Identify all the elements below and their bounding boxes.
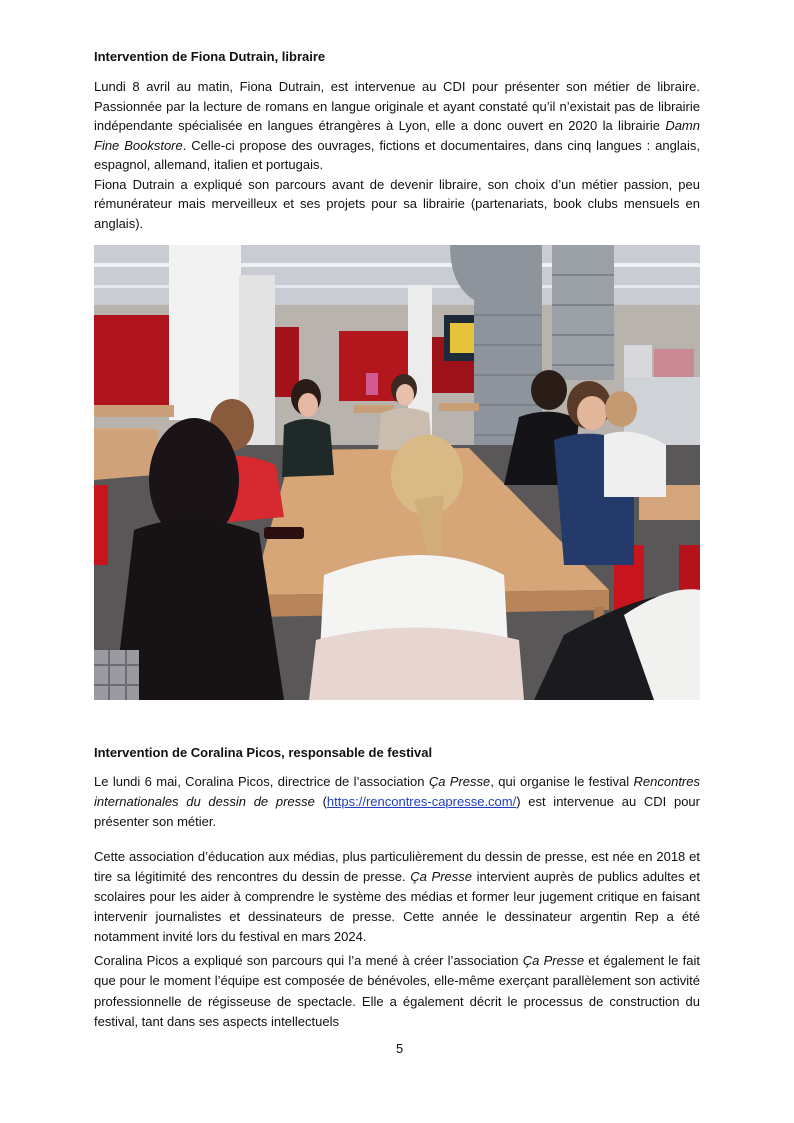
festival-name: Rencontres internationales du dessin de presse — [94, 774, 700, 809]
bookstore-name: Damn Fine Bookstore — [94, 118, 700, 153]
text-run: intervient auprès de publics adultes et scolaires pour les aider à comprendre le système des médias et former leur jugement critique en faisant intervenir journalistes et dessinateurs de presse. Cette année le dessinateur argentin Rep a été notamment invité lors du festival en mars 2024. — [94, 869, 700, 944]
association-name: Ça Presse — [410, 869, 473, 884]
text-run: , qui organise le festival — [490, 774, 634, 789]
festival-website-link[interactable]: https://rencontres-capresse.com/ — [326, 794, 517, 809]
paragraph-association — [94, 847, 700, 947]
association-name: Ça Presse — [522, 953, 585, 968]
text-run: Coralina Picos a expliqué son parcours qui l’a mené à créer l’association — [94, 953, 523, 968]
text-run: . Celle-ci propose des ouvrages, fictions et documentaires, dans cinq langues : anglais, espagnol, allemand, italien et portugais. — [94, 137, 700, 172]
page-number: 5 — [396, 1041, 404, 1056]
text-run: Lundi 8 avril au matin, Fiona Dutrain, est intervenue au CDI pour présenter son métier de libraire. Passionnée par la lecture de romans en langue originale et ayant constaté qu’il n’existait pas de librairie indépendante spécialisée en langues étrangères à Lyon, elle a donc ouvert en 2020 la librairie — [94, 79, 700, 133]
paragraph-libraire-intro — [94, 77, 700, 175]
association-name: Ça Presse — [428, 774, 491, 789]
paragraph-libraire-parcours: Fiona Dutrain a expliqué son parcours avant de devenir libraire, son choix d’un métier passion, peu rémunérateur mais merveilleux et ses projets pour sa librairie (partenariats, book clubs mensuels en anglais). — [94, 176, 700, 231]
paragraph-libraire — [94, 77, 700, 233]
photo-libraire-meeting — [94, 245, 700, 700]
text-run: ) est intervenue au CDI pour présenter son métier. — [94, 794, 700, 829]
text-run: Cette association d’éducation aux médias, plus particulièrement du dessin de presse, est née en 2018 et tire sa légitimité des rencontres du dessin de presse. — [94, 849, 700, 884]
paragraph-festival-intro — [94, 772, 700, 832]
text-run: Le lundi 6 mai, Coralina Picos, directrice de l’association — [94, 774, 429, 789]
section-title-festival: Intervention de Coralina Picos, responsable de festival — [94, 745, 433, 760]
paragraph-parcours — [94, 951, 700, 1032]
text-run: et également le fait que pour le moment l’équipe est composée de bénévoles, elle-même exerçant parallèlement son activité professionnelle de régisseuse de spectacle. Elle a également décrit le processus de construction du festival, tant dans ses aspects intellectuels — [94, 953, 700, 1029]
text-run: ( — [314, 794, 327, 809]
section-title-libraire: Intervention de Fiona Dutrain, libraire — [94, 49, 326, 64]
